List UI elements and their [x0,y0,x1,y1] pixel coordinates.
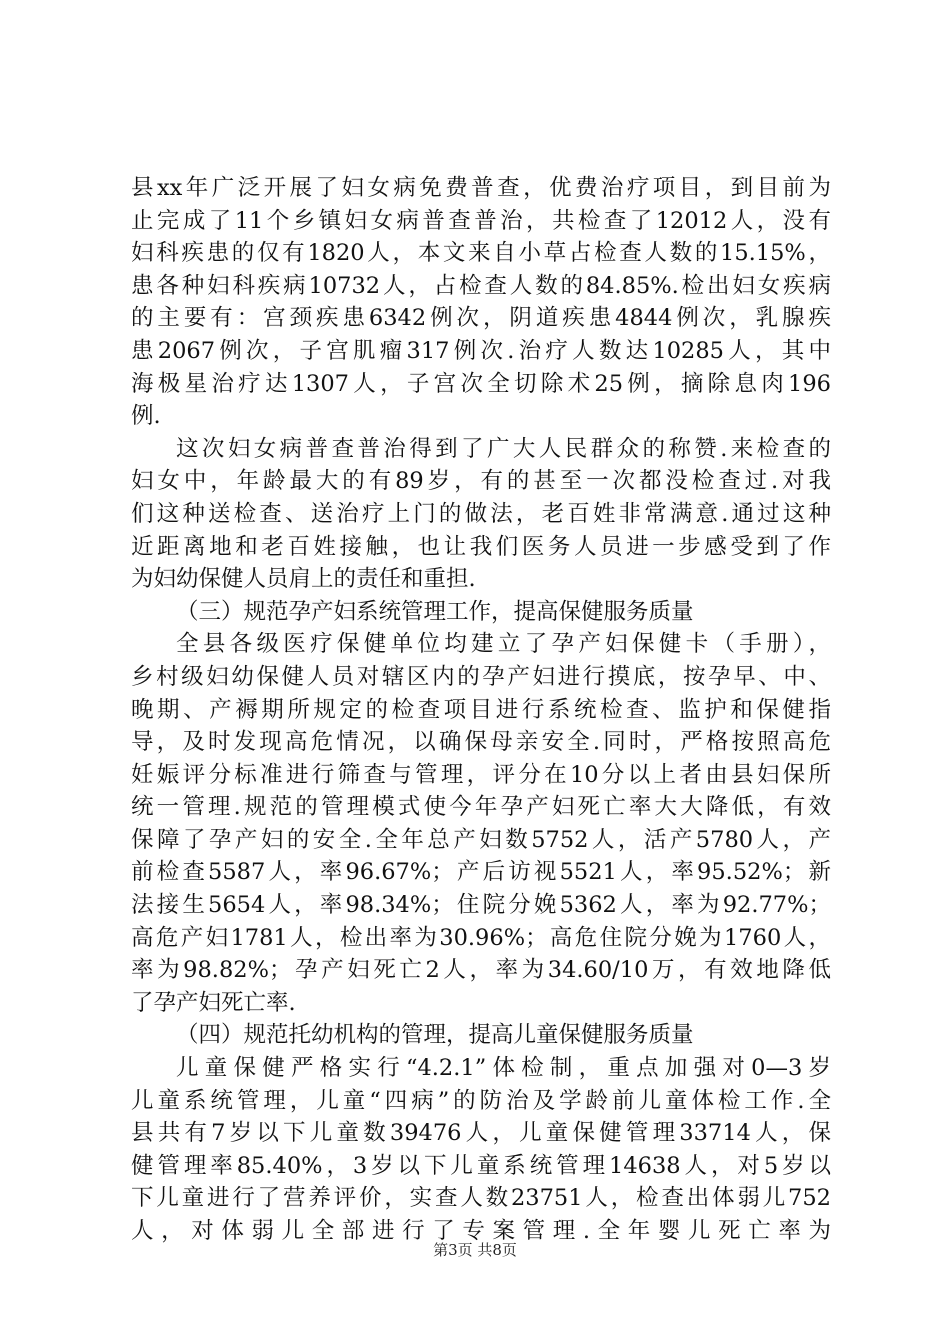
text-line: 高危产妇1781人，检出率为30.96%；高危住院分娩为1760人， [131,924,831,951]
text-line: 妊娠评分标准进行筛查与管理，评分在10分以上者由县妇保所 [131,761,831,788]
text-line: 率为98.82%；孕产妇死亡2人，率为34.60/10万，有效地降低 [131,957,831,984]
text-line: 患各种妇科疾病10732人，占检查人数的84.85%.检出妇女疾病 [131,272,831,299]
text-line: 县共有7岁以下儿童数39476人，儿童保健管理33714人，保 [131,1120,831,1147]
text-line: 法接生5654人，率98.34%；住院分娩5362人，率为92.77%； [131,892,831,919]
text-line: 全县各级医疗保健单位均建立了孕产妇保健卡（手册）， [176,631,831,658]
paragraph-maternal-management [131,628,831,1019]
text-line: 们这种送检查、送治疗上门的做法，老百姓非常满意.通过这种 [131,500,831,527]
page-number-label: 第3页 共8页 [433,1241,517,1259]
text-line: 乡村级妇幼保健人员对辖区内的孕产妇进行摸底，按孕早、中、 [131,663,831,690]
text-line: 例. [131,403,161,430]
heading-section-three [131,596,831,629]
text-line: （三）规范孕产妇系统管理工作，提高保健服务质量 [176,598,694,625]
text-line: 统一管理.规范的管理模式使今年孕产妇死亡率大大降低，有效 [131,794,831,821]
text-line: 儿童保健严格实行“4.2.1”体检制，重点加强对0—3岁 [176,1055,831,1082]
text-line: 患2067例次，子宫肌瘤317例次.治疗人数达10285人，其中 [131,337,831,364]
text-line: 近距离地和老百姓接触，也让我们医务人员进一步感受到了作 [131,533,831,560]
paragraph-child-health [131,1052,831,1248]
text-line: 妇女中，年龄最大的有89岁，有的甚至一次都没检查过.对我 [131,468,831,495]
text-line: 为妇幼保健人员肩上的责任和重担. [131,566,476,593]
page-footer [0,1240,950,1260]
text-line: 儿童系统管理，儿童“四病”的防治及学龄前儿童体检工作.全 [131,1087,831,1114]
paragraph-screening-results [131,172,831,433]
text-line: 健管理率85.40%，3岁以下儿童系统管理14638人，对5岁以 [131,1152,831,1179]
text-line: 导，及时发现高危情况，以确保母亲安全.同时，严格按照高危 [131,729,831,756]
text-line: （四）规范托幼机构的管理，提高儿童保健服务质量 [176,1022,694,1049]
paragraph-public-praise [131,433,831,596]
text-line: 保障了孕产妇的安全.全年总产妇数5752人，活产5780人，产 [131,826,831,853]
text-line: 下儿童进行了营养评价，实查人数23751人，检查出体弱儿752 [131,1185,831,1212]
text-line: 妇科疾患的仅有1820人，本文来自小草占检查人数的15.15%， [131,240,831,267]
text-line: 了孕产妇死亡率. [131,989,296,1016]
text-line: 这次妇女病普查普治得到了广大人民群众的称赞.来检查的 [176,435,831,462]
text-line: 前检查5587人，率96.67%；产后访视5521人，率95.52%；新 [131,859,831,886]
text-line: 海极星治疗达1307人，子宫次全切除术25例，摘除息肉196 [131,370,831,397]
text-line: 止完成了11个乡镇妇女病普查普治，共检查了12012人，没有 [131,207,831,234]
text-line: 的主要有：宫颈疾患6342例次，阴道疾患4844例次，乳腺疾 [131,305,831,332]
text-line: 晚期、产褥期所规定的检查项目进行系统检查、监护和保健指 [131,696,831,723]
heading-section-four [131,1019,831,1052]
document-body [131,172,831,1248]
text-line: 人，对体弱儿全部进行了专案管理.全年婴儿死亡率为 [131,1218,831,1244]
text-line: 县xx年广泛开展了妇女病免费普查，优费治疗项目，到目前为 [131,175,831,201]
